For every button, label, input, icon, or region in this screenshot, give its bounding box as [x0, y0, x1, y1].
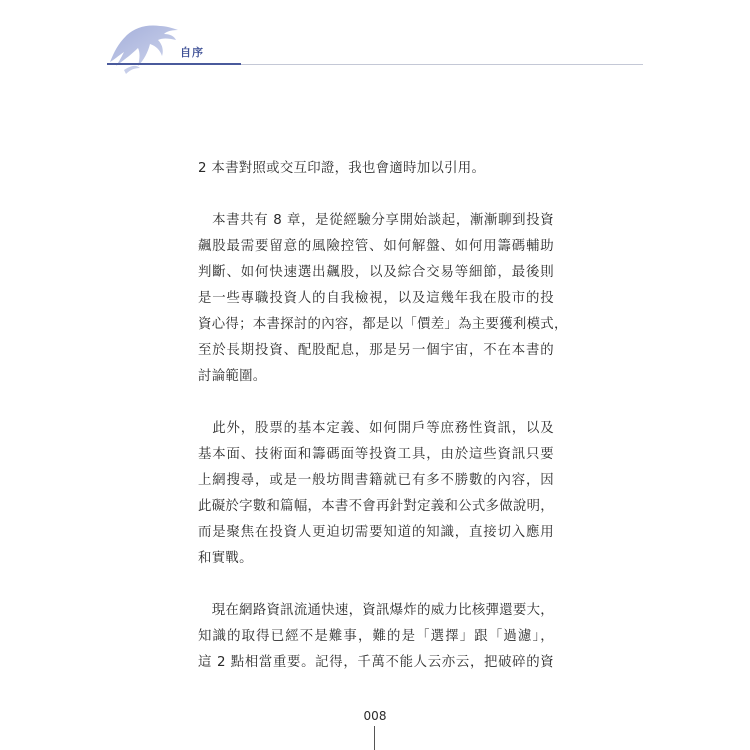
text-line: 基本面、技術面和籌碼面等投資工具，由於這些資訊只要	[198, 447, 554, 462]
page-header	[0, 0, 750, 80]
horse-head-icon	[104, 22, 182, 78]
text-line: 現在網路資訊流通快速，資訊爆炸的威力比核彈還要大，	[198, 603, 554, 618]
text-line: 上網搜尋，或是一般坊間書籍就已有多不勝數的內容，因	[198, 473, 554, 488]
page-number-tick	[374, 726, 375, 750]
section-title: 自序	[180, 46, 204, 59]
paragraph-gap	[198, 390, 554, 416]
text-line: 此礙於字數和篇幅，本書不會再針對定義和公式多做說明，	[198, 499, 554, 514]
text-line: 知識的取得已經不是難事，難的是「選擇」跟「過濾」，	[198, 629, 554, 644]
text-line: 是一些專職投資人的自我檢視，以及這幾年我在股市的投	[198, 291, 554, 306]
text-line: 而是聚焦在投資人更迫切需要知道的知識，直接切入應用	[198, 525, 554, 540]
paragraph-book-overview	[198, 208, 568, 390]
text-line: 此外，股票的基本定義、如何開戶等庶務性資訊，以及	[198, 421, 554, 436]
header-rule	[241, 64, 643, 65]
paragraph-information	[198, 598, 554, 676]
paragraph-scope	[198, 416, 554, 572]
text-line: 本書共有 8 章，是從經驗分享開始談起，漸漸聊到投資	[198, 213, 554, 228]
paragraph-gap	[198, 572, 554, 598]
text-line: 至於長期投資、配股配息，那是另一個宇宙，不在本書的	[198, 343, 554, 358]
text-line: 飆股最需要留意的風險控管、如何解盤、如何用籌碼輔助	[198, 239, 554, 254]
paragraph-gap	[198, 182, 554, 208]
text-line: 和實戰。	[198, 551, 253, 566]
body-text	[198, 156, 568, 676]
text-line: 資心得；本書探討的內容，都是以「價差」為主要獲利模式，	[198, 317, 568, 332]
paragraph-continuation	[198, 156, 554, 182]
page-number: 008	[363, 709, 387, 723]
text-line: 2 本書對照或交互印證，我也會適時加以引用。	[198, 161, 486, 176]
header-rule-accent	[107, 63, 241, 65]
text-line: 判斷、如何快速選出飆股，以及綜合交易等細節，最後則	[198, 265, 554, 280]
text-line: 這 2 點相當重要。記得，千萬不能人云亦云，把破碎的資	[198, 655, 554, 670]
text-line: 討論範圍。	[198, 369, 267, 384]
